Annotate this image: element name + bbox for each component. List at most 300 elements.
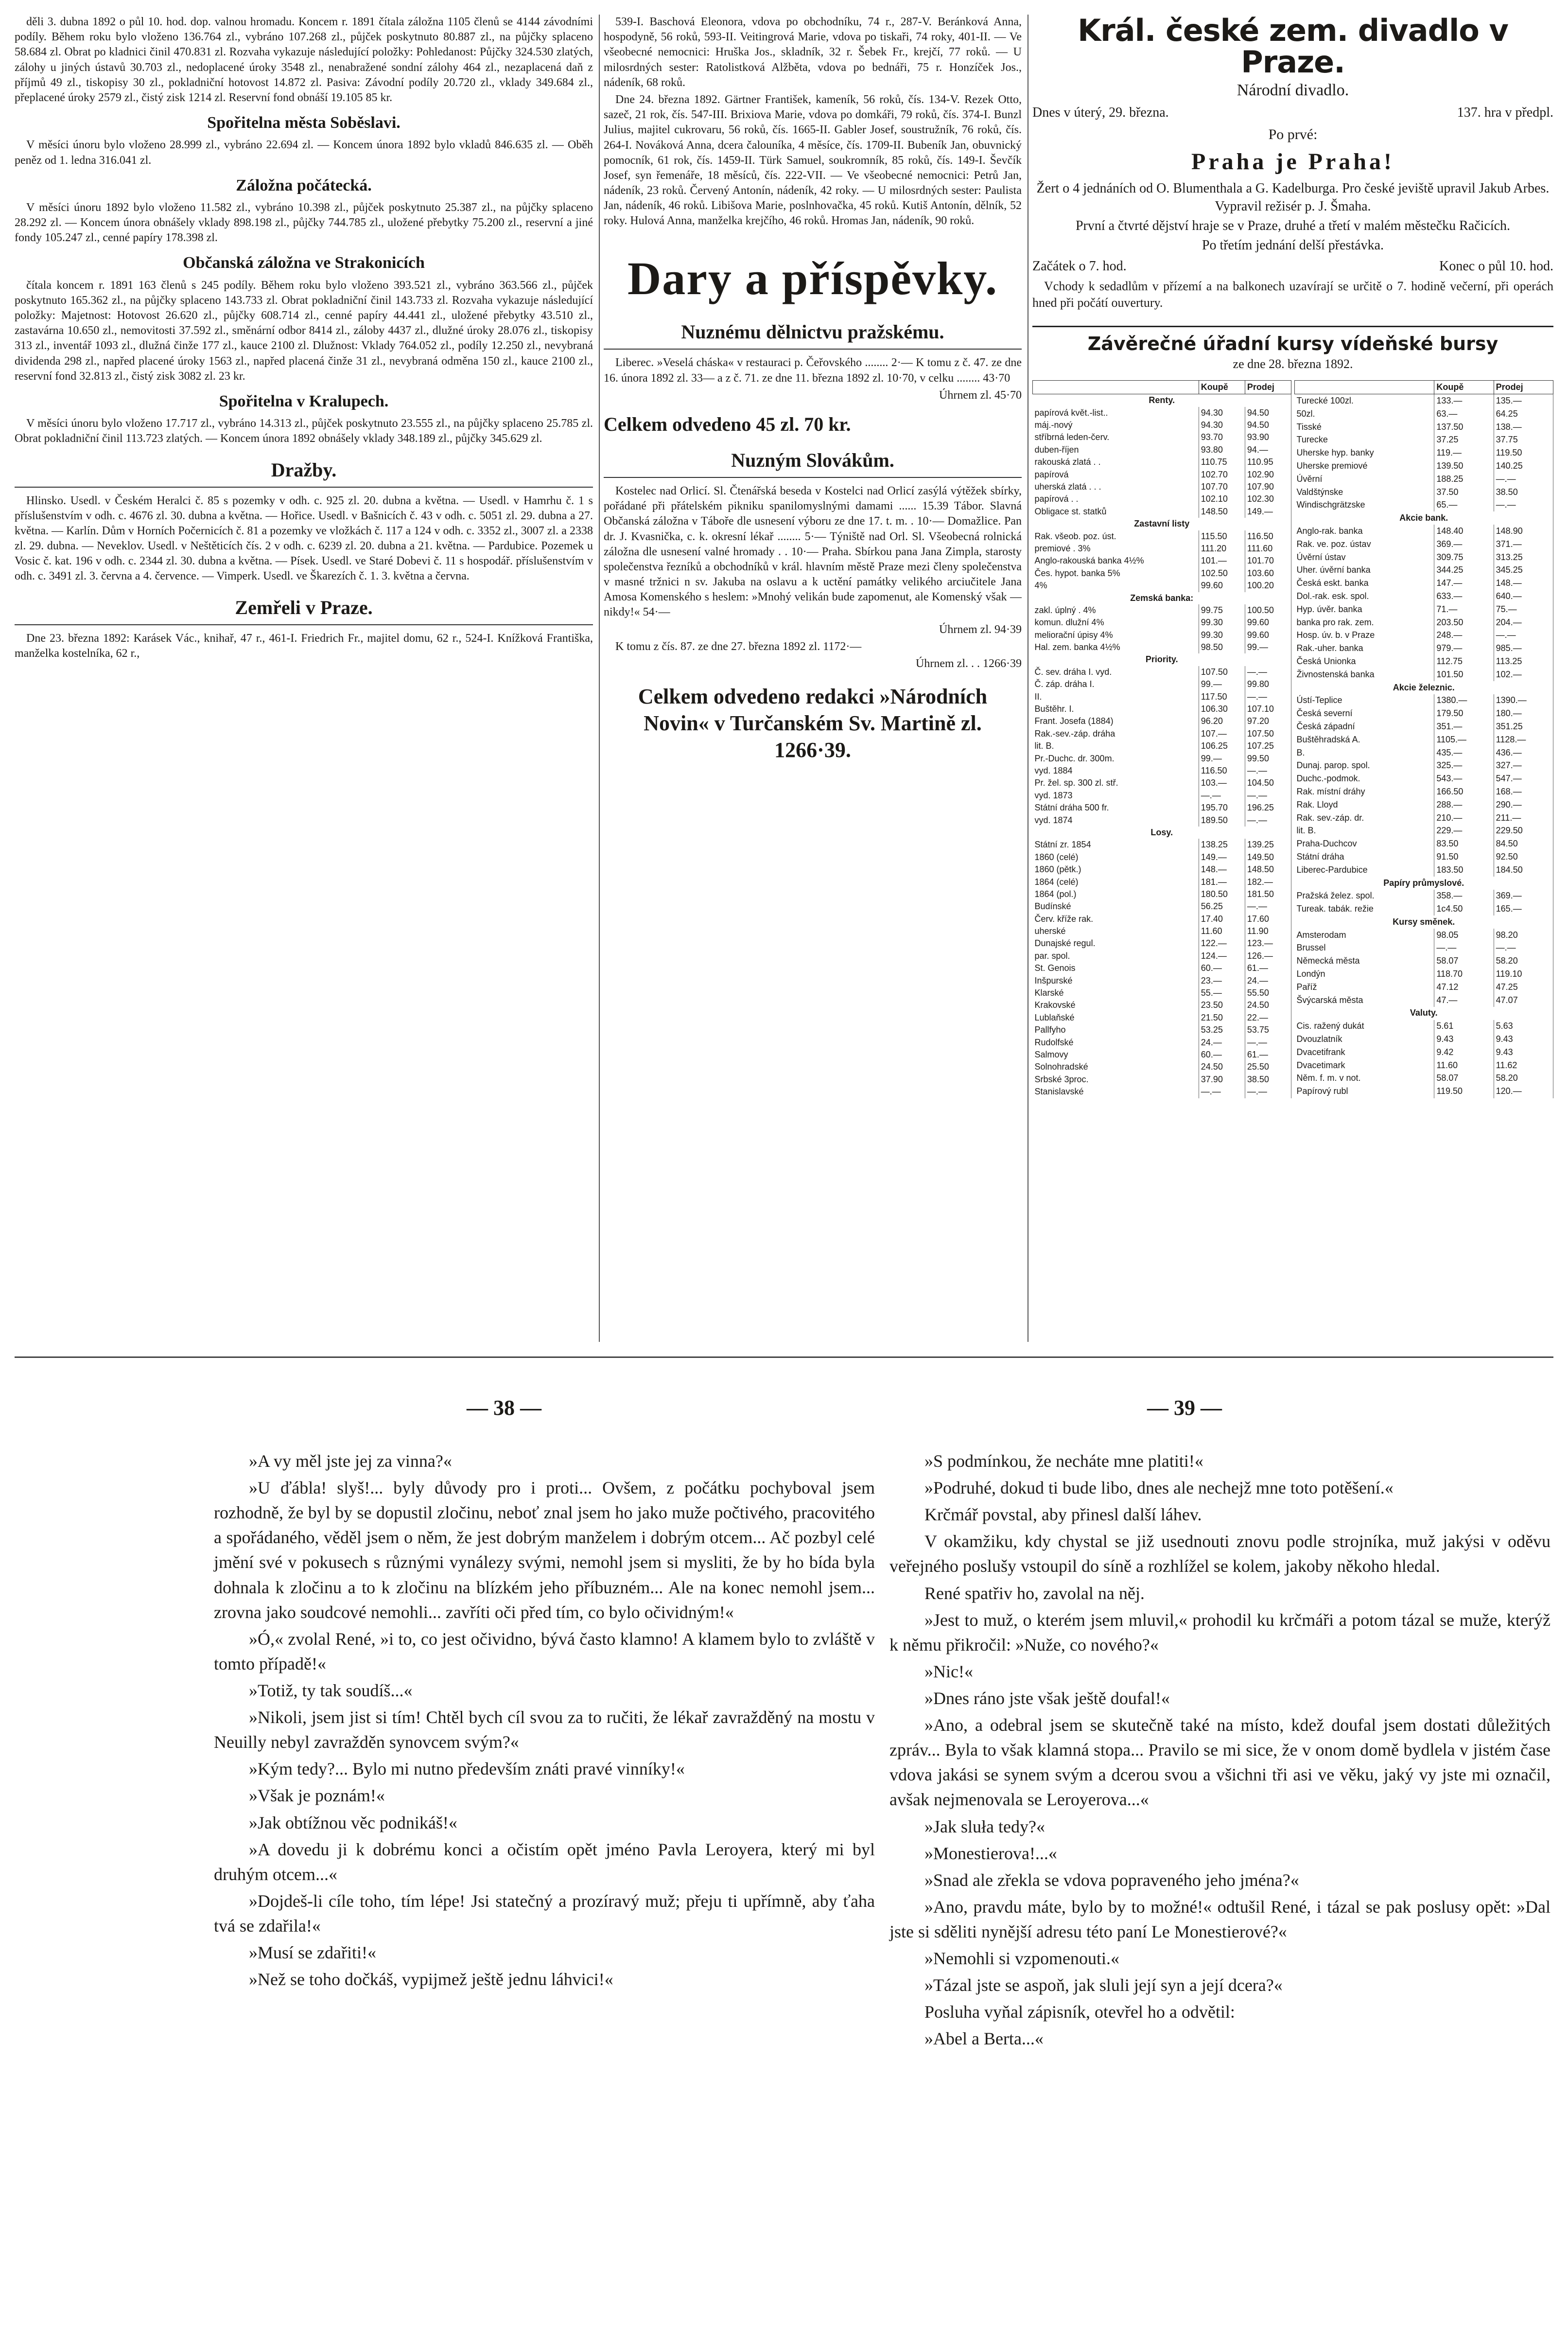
- quote-sell: 436.—: [1494, 746, 1553, 759]
- quote-buy: 179.50: [1434, 707, 1494, 720]
- quote-sell: 184.50: [1494, 863, 1553, 877]
- page-number-right: — 39 —: [1147, 1396, 1222, 1420]
- quote-sell: 25.50: [1245, 1061, 1291, 1073]
- quote-buy: 93.80: [1199, 444, 1245, 456]
- quote-row: [1033, 666, 1291, 678]
- quote-name: papírová: [1033, 469, 1199, 481]
- quote-row: [1033, 728, 1291, 740]
- section-title: Dary a příspěvky.: [627, 252, 998, 304]
- quote-buy: 148.50: [1199, 506, 1245, 518]
- quote-buy: 248.—: [1434, 629, 1494, 642]
- quote-name: Rak. ve. poz. ústav: [1295, 538, 1434, 551]
- novel-paragraph: »Totiž, ty tak soudíš...«: [249, 1680, 413, 1700]
- section-heading: Nuznému dělnictvu pražskému.: [604, 319, 1022, 350]
- quote-buy: 24.50: [1199, 1061, 1245, 1073]
- quote-name: Priority.: [1033, 653, 1291, 666]
- quote-row: [1033, 592, 1291, 604]
- quote-buy: 58.07: [1434, 1072, 1494, 1085]
- quote-row: [1033, 1037, 1291, 1049]
- quote-name: Anglo-rakouská banka 4½%: [1033, 555, 1199, 567]
- quote-sell: 98.20: [1494, 929, 1553, 942]
- start-time: Začátek o 7. hod.: [1032, 258, 1127, 274]
- quote-name: vyd. 1884: [1033, 765, 1199, 777]
- quote-sell: 61.—: [1245, 962, 1291, 974]
- quote-name: Londýn: [1295, 968, 1434, 981]
- quote-sell: —.—: [1245, 1037, 1291, 1049]
- quote-name: Pallfyho: [1033, 1024, 1199, 1036]
- quote-buy: 37.90: [1199, 1074, 1245, 1086]
- quote-name: Kursy směnek.: [1295, 915, 1553, 929]
- quote-name: Solnohradské: [1033, 1061, 1199, 1073]
- theatre-subtitle: Národní divadlo.: [1237, 81, 1349, 100]
- quote-name: Uherske hyp. banky: [1295, 447, 1434, 460]
- section-heading: Nuzným Slovákům.: [604, 448, 1022, 478]
- novel-paragraph: »Kým tedy?... Bylo mi nutno především znáti pravé vinníky!«: [249, 1759, 685, 1779]
- article-paragraph: 539-I. Baschová Eleonora, vdova po obchodníku, 74 r., 287-V. Beránková Anna, hospodyně, 56 roků, 593-II. Veitingrová Marie, vdova po tiskaři, 74 roky, 401-II. — Ve všeobecné nemocnici: Hruška Jos., skladník, 32 r. Šebek Fr., krejčí, 77 roků. — U milosrdných sester: Ratolistková Alžběta, vdova po bednáři, 75 r. Honzíček Jos., nádeník, 68 roků.: [604, 16, 1022, 89]
- quote-buy: 71.—: [1434, 603, 1494, 616]
- quote-sell: 182.—: [1245, 876, 1291, 888]
- quote-buy: 119.—: [1434, 447, 1494, 460]
- quote-name: Valdštýnske: [1295, 486, 1434, 499]
- quote-sell: 102.—: [1494, 668, 1553, 681]
- quote-sell: 84.50: [1494, 837, 1553, 850]
- quote-row: [1033, 555, 1291, 567]
- quote-row: [1033, 777, 1291, 789]
- quote-row: [1033, 419, 1291, 431]
- quote-sell: 120.—: [1494, 1085, 1553, 1098]
- quote-buy: 24.—: [1199, 1037, 1245, 1049]
- bold-summary: Celkem odvedeno redakci »Národních Novin« v Turčanském Sv. Martině zl. 1266·39.: [638, 685, 988, 762]
- quote-name: Turecké 100zl.: [1295, 394, 1434, 407]
- quote-name: stříbrná leden-červ.: [1033, 431, 1199, 443]
- sell-header: Prodej: [1245, 380, 1291, 394]
- quote-buy: 98.50: [1199, 641, 1245, 653]
- quote-sell: 149.50: [1245, 851, 1291, 863]
- quote-row: [1033, 1024, 1291, 1036]
- quote-buy: 99.75: [1199, 604, 1245, 616]
- quote-name: Č. sev. dráha I. vyd.: [1033, 666, 1199, 678]
- quote-row: [1033, 925, 1291, 937]
- quote-row: [1033, 715, 1291, 727]
- quote-buy: 110.75: [1199, 456, 1245, 468]
- quote-sell: 149.—: [1245, 506, 1291, 518]
- quote-buy: 47.12: [1434, 981, 1494, 994]
- quote-buy: 118.70: [1434, 968, 1494, 981]
- quote-sell: 47.07: [1494, 994, 1553, 1007]
- quote-buy: 58.07: [1434, 955, 1494, 968]
- quote-name: Rak. Lloyd: [1295, 798, 1434, 811]
- quote-name: St. Genois: [1033, 962, 1199, 974]
- buy-header: Koupě: [1434, 380, 1494, 394]
- quote-name: rakouská zlatá . .: [1033, 456, 1199, 468]
- quote-buy: 60.—: [1199, 962, 1245, 974]
- quote-sell: 113.25: [1494, 655, 1553, 668]
- quote-row: [1295, 642, 1553, 655]
- novel-paragraph: René spatřiv ho, zavolal na něj.: [924, 1583, 1145, 1603]
- section-heading: Dražby.: [15, 458, 593, 488]
- quote-sell: —.—: [1245, 1086, 1291, 1098]
- quote-sell: 47.25: [1494, 981, 1553, 994]
- quote-buy: 99.30: [1199, 616, 1245, 629]
- name-header: [1295, 380, 1434, 394]
- quote-sell: 99.80: [1245, 678, 1291, 690]
- article-paragraph: V měsíci únoru bylo vloženo 17.717 zl., vybráno 14.313 zl., půjček poskytnuto 23.555 zl., na půjčky splaceno 25.785 zl. Obrat pokladniční činil 113.723 zlatých. — Koncem února 1892 obnášely vklady 348.189 zl., půjčky 345.629 zl.: [15, 417, 593, 445]
- column-divider: [599, 15, 600, 1342]
- quote-name: banka pro rak. zem.: [1295, 616, 1434, 629]
- quote-row: [1033, 456, 1291, 468]
- quote-row: [1295, 655, 1553, 668]
- play-setting: První a čtvrté dějství hraje se v Praze, druhé a třetí v malém městečku Račicích.: [1075, 218, 1511, 233]
- quote-sell: 148.50: [1245, 863, 1291, 876]
- quote-row: [1295, 720, 1553, 733]
- novel-paragraph: »Jak sluła tedy?«: [924, 1816, 1045, 1836]
- quote-sell: 139.25: [1245, 839, 1291, 851]
- quote-sell: —.—: [1494, 629, 1553, 642]
- quote-sell: 116.50: [1245, 530, 1291, 543]
- quote-name: Losy.: [1033, 827, 1291, 839]
- quote-sell: 104.50: [1245, 777, 1291, 789]
- quote-buy: 351.—: [1434, 720, 1494, 733]
- quote-row: [1295, 434, 1553, 447]
- quote-name: Liberec-Pardubice: [1295, 863, 1434, 877]
- quote-buy: 543.—: [1434, 772, 1494, 785]
- quote-sell: —.—: [1494, 473, 1553, 486]
- quote-sell: 94.50: [1245, 419, 1291, 431]
- quote-buy: 96.20: [1199, 715, 1245, 727]
- quote-name: Brussel: [1295, 942, 1434, 955]
- quote-buy: 188.25: [1434, 473, 1494, 486]
- intermission-note: Po třetím jednání delší přestávka.: [1202, 238, 1384, 253]
- quote-row: [1033, 888, 1291, 900]
- quote-sell: 11.90: [1245, 925, 1291, 937]
- quote-row: [1295, 616, 1553, 629]
- quote-sell: 5.63: [1494, 1020, 1553, 1033]
- quote-sell: 123.—: [1245, 937, 1291, 950]
- quote-name: Státní dráha: [1295, 850, 1434, 863]
- quote-sell: 24.50: [1245, 999, 1291, 1011]
- donation-entry: Liberec. »Veselá cháska« v restauraci p. Čeřovského ........ 2·— K tomu z č. 47. ze dne 16. února 1892 zl. 33— a z č. 71. ze dne 11. března 1892 zl. 10·70, v celku ........ 43·70: [604, 356, 1022, 385]
- quote-sell: —.—: [1245, 691, 1291, 703]
- quote-sell: 103.60: [1245, 567, 1291, 580]
- novel-paragraph: »Ó,« zvolal René, »i to, co jest očividno, bývá často klamno! A klamem bylo to zvláště v tomto případě!«: [214, 1629, 875, 1673]
- quote-name: Renty.: [1033, 394, 1291, 407]
- quote-name: Uher. úvěrní banka: [1295, 564, 1434, 577]
- play-title: Praha je Praha!: [1191, 148, 1394, 175]
- quote-row: [1033, 1086, 1291, 1098]
- section-heading: Spořitelna v Kralupech.: [219, 392, 389, 410]
- quote-row: [1295, 681, 1553, 694]
- quote-name: Rak.-uher. banka: [1295, 642, 1434, 655]
- quote-sell: 204.—: [1494, 616, 1553, 629]
- quote-buy: 99.—: [1199, 678, 1245, 690]
- quote-sell: 102.30: [1245, 493, 1291, 505]
- novel-paragraph: »Dnes ráno jste však ještě doufal!«: [924, 1688, 1170, 1708]
- quote-name: papírová květ.-list..: [1033, 407, 1199, 419]
- quote-sell: 9.43: [1494, 1033, 1553, 1046]
- quote-row: [1295, 1046, 1553, 1059]
- quote-row: [1033, 407, 1291, 419]
- stock-exchange-date: ze dne 28. března 1892.: [1233, 357, 1353, 371]
- novel-paragraph: »Ano, pravdu máte, bylo by to možné!« odtušil René, i tázal se pak poslusy opět: »Dal jste si sděliti nynější adresu této paní Le Monestierové?«: [889, 1897, 1551, 1941]
- quote-row: [1033, 616, 1291, 629]
- quote-row: [1033, 691, 1291, 703]
- novel-paragraph: »Abel a Berta...«: [924, 2029, 1044, 2049]
- quote-sell: 148.90: [1494, 525, 1553, 538]
- quote-row: [1295, 1072, 1553, 1085]
- quote-sell: 126.—: [1245, 950, 1291, 962]
- quote-name: meliorační úpisy 4%: [1033, 629, 1199, 641]
- quote-name: Klarské: [1033, 987, 1199, 999]
- quote-row: [1295, 629, 1553, 642]
- quote-row: [1033, 653, 1291, 666]
- quote-row: [1033, 814, 1291, 827]
- quote-buy: 56.25: [1199, 900, 1245, 913]
- quotes-table-right: [1294, 380, 1553, 1098]
- quote-name: Praha-Duchcov: [1295, 837, 1434, 850]
- quote-name: Dvacetifrank: [1295, 1046, 1434, 1059]
- theatre-title: Král. české zem. divadlo v Praze.: [1078, 15, 1508, 80]
- quote-row: [1033, 506, 1291, 518]
- quote-row: [1295, 877, 1553, 890]
- quote-row: [1295, 890, 1553, 903]
- quote-row: [1033, 975, 1291, 987]
- quote-name: zakl. úplný . 4%: [1033, 604, 1199, 616]
- novel-paragraph: »A vy měl jste jej za vinna?«: [249, 1451, 452, 1471]
- quote-sell: 313.25: [1494, 551, 1553, 564]
- quote-buy: 309.75: [1434, 551, 1494, 564]
- quote-buy: 102.10: [1199, 493, 1245, 505]
- quote-sell: 165.—: [1494, 902, 1553, 915]
- quote-row: [1033, 999, 1291, 1011]
- quote-name: Švýcarská města: [1295, 994, 1434, 1007]
- quote-sell: 138.—: [1494, 421, 1553, 434]
- quote-buy: 98.05: [1434, 929, 1494, 942]
- quote-buy: 1c4.50: [1434, 902, 1494, 915]
- quote-row: [1295, 968, 1553, 981]
- quote-name: Dvacetimark: [1295, 1059, 1434, 1072]
- quote-sell: 99.50: [1245, 753, 1291, 765]
- quote-row: [1295, 447, 1553, 460]
- donation-entry: K tomu z čís. 87. ze dne 27. března 1892 zl. 1172·—: [615, 640, 862, 653]
- quote-name: Pr. žel. sp. 300 zl. stř.: [1033, 777, 1199, 789]
- quotes-tables: [1032, 374, 1553, 1098]
- novel-paragraph: »U ďábla! slyš!... byly důvody pro i proti... Ovšem, z počátku pochyboval jsem rozhodně, že byl by se dopustil zločinu, neboť znal jsem ho jako muže počtivého, pracovitého a spořádaného, věděl jsem o něm, že jest dobrým manželem i dobrým otcem... Ač pozbyl celé jmění své v pokusech s různými vynálezy svými, nemohl jsem si mysliti, že by ho bída byla dohnala k zločinu a to k zločinu na blízkém jeho příbuzném... Ale na konec nemohl jsem... zrovna jako soudcové nemohli... zavříti oči před tím, co bylo očividným!«: [214, 1478, 875, 1622]
- quote-buy: 17.40: [1199, 913, 1245, 925]
- section-heading: Občanská záložna ve Strakonicích: [183, 254, 425, 272]
- quote-name: Anglo-rak. banka: [1295, 525, 1434, 538]
- quote-name: premiové . 3%: [1033, 543, 1199, 555]
- quote-row: [1295, 902, 1553, 915]
- quote-sell: 140.25: [1494, 459, 1553, 473]
- quote-sell: 94.50: [1245, 407, 1291, 419]
- quote-name: 1864 (celé): [1033, 876, 1199, 888]
- quote-buy: 53.25: [1199, 1024, 1245, 1036]
- quote-name: Červ. kříže rak.: [1033, 913, 1199, 925]
- quote-row: [1295, 564, 1553, 577]
- quote-name: II.: [1033, 691, 1199, 703]
- quote-sell: —.—: [1245, 814, 1291, 827]
- quote-name: Windischgrätzske: [1295, 499, 1434, 512]
- quote-sell: 97.20: [1245, 715, 1291, 727]
- novel-paragraph: Posluha vyňal zápisník, otevřel ho a odvětil:: [924, 2002, 1235, 2022]
- quote-name: máj.-nový: [1033, 419, 1199, 431]
- quote-sell: 985.—: [1494, 642, 1553, 655]
- novel-paragraph: »Musí se zdařiti!«: [249, 1943, 376, 1963]
- quote-row: [1033, 1061, 1291, 1073]
- sell-header: Prodej: [1494, 380, 1553, 394]
- quote-row: [1033, 444, 1291, 456]
- quote-name: Papírový rubl: [1295, 1085, 1434, 1098]
- quote-row: [1033, 876, 1291, 888]
- novel-paragraph: Krčmář povstal, aby přinesl další láhev.: [924, 1505, 1202, 1525]
- quote-name: Paříž: [1295, 981, 1434, 994]
- quote-sell: 211.—: [1494, 811, 1553, 825]
- quote-name: uherská zlatá . . .: [1033, 481, 1199, 493]
- quote-sell: 107.10: [1245, 703, 1291, 715]
- quote-row: [1033, 827, 1291, 839]
- quote-name: Česká západní: [1295, 720, 1434, 733]
- quote-row: [1033, 543, 1291, 555]
- novel-paragraph: »A dovedu ji k dobrému konci a očistím opět jméno Pavla Leroyera, který mi byl druhým otcem...«: [214, 1839, 875, 1884]
- quote-name: Tureak. tabák. režie: [1295, 902, 1434, 915]
- quote-sell: 11.62: [1494, 1059, 1553, 1072]
- quote-sell: 37.75: [1494, 434, 1553, 447]
- quote-buy: 94.30: [1199, 407, 1245, 419]
- quote-sell: 58.20: [1494, 1072, 1553, 1085]
- buy-header: Koupě: [1199, 380, 1245, 394]
- quote-buy: 91.50: [1434, 850, 1494, 863]
- novel-page-left: [214, 1449, 875, 1994]
- quote-sell: 38.50: [1245, 1074, 1291, 1086]
- quote-row: [1033, 937, 1291, 950]
- quote-sell: 547.—: [1494, 772, 1553, 785]
- quote-name: duben-říjen: [1033, 444, 1199, 456]
- quote-buy: 37.25: [1434, 434, 1494, 447]
- quote-row: [1033, 950, 1291, 962]
- quote-name: Duchc.-podmok.: [1295, 772, 1434, 785]
- quote-row: [1033, 580, 1291, 592]
- quote-buy: 107.50: [1199, 666, 1245, 678]
- quote-sell: —.—: [1494, 499, 1553, 512]
- quote-buy: 133.—: [1434, 394, 1494, 407]
- novel-paragraph: »Nikoli, jsem jist si tím! Chtěl bych cíl svou za to ručiti, že lékař zavražděný na mostu v Neuilly nebyl zavražděn synovcem svým?«: [214, 1707, 875, 1752]
- quote-buy: 435.—: [1434, 746, 1494, 759]
- quote-buy: 633.—: [1434, 590, 1494, 603]
- quotes-table-left: [1032, 380, 1291, 1098]
- quote-sell: 9.43: [1494, 1046, 1553, 1059]
- quote-name: vyd. 1873: [1033, 790, 1199, 802]
- quote-name: Č. záp. dráha I.: [1033, 678, 1199, 690]
- quote-sell: —.—: [1245, 666, 1291, 678]
- quote-row: [1295, 929, 1553, 942]
- quote-name: Něm. f. m. v not.: [1295, 1072, 1434, 1085]
- quote-buy: 288.—: [1434, 798, 1494, 811]
- quote-buy: 137.50: [1434, 421, 1494, 434]
- quote-row: [1033, 913, 1291, 925]
- quote-name: Hosp. úv. b. v Praze: [1295, 629, 1434, 642]
- quote-buy: 37.50: [1434, 486, 1494, 499]
- quote-row: [1033, 518, 1291, 530]
- quote-name: Dunaj. parop. spol.: [1295, 759, 1434, 773]
- quote-buy: 147.—: [1434, 577, 1494, 590]
- quote-name: Německá města: [1295, 955, 1434, 968]
- quote-row: [1295, 811, 1553, 825]
- quote-name: 1860 (pětk.): [1033, 863, 1199, 876]
- quote-row: [1033, 604, 1291, 616]
- quote-buy: 11.60: [1199, 925, 1245, 937]
- quote-row: [1033, 987, 1291, 999]
- novel-page-right: [889, 1449, 1551, 2054]
- quote-row: [1033, 493, 1291, 505]
- quote-buy: 358.—: [1434, 890, 1494, 903]
- quote-sell: 94.—: [1245, 444, 1291, 456]
- quote-name: 50zl.: [1295, 407, 1434, 421]
- quote-row: [1295, 459, 1553, 473]
- quote-sell: 327.—: [1494, 759, 1553, 773]
- quote-sell: 640.—: [1494, 590, 1553, 603]
- stock-exchange-title: Závěrečné úřadní kursy vídeňské bursy: [1032, 326, 1553, 356]
- quote-name: Státní dráha 500 fr.: [1033, 802, 1199, 814]
- quote-sell: —.—: [1245, 765, 1291, 777]
- quote-buy: 103.—: [1199, 777, 1245, 789]
- quote-row: [1033, 641, 1291, 653]
- quote-buy: 9.43: [1434, 1033, 1494, 1046]
- quote-name: Dol.-rak. esk. spol.: [1295, 590, 1434, 603]
- quote-buy: 99.60: [1199, 580, 1245, 592]
- quote-row: [1033, 703, 1291, 715]
- novel-paragraph: »Ano, a odebral jsem se skutečně také na místo, kdež doufal jsem dostati důležitých zpráv... Byla to však klamná stopa... Pravilo se mi sice, že v onom domě bydlela v jistém čase vdova jakási se synem svým a dcerou svou a všichni tři asi ve věku, jaký vy jste mi označil, avšak nejmenovala se Leroyerova...«: [889, 1715, 1551, 1810]
- quote-row: [1033, 481, 1291, 493]
- quote-name: Živnostenská banka: [1295, 668, 1434, 681]
- quote-sell: 102.90: [1245, 469, 1291, 481]
- quote-sell: —.—: [1245, 790, 1291, 802]
- quote-buy: 102.70: [1199, 469, 1245, 481]
- quote-sell: 196.25: [1245, 802, 1291, 814]
- quote-buy: 21.50: [1199, 1012, 1245, 1024]
- novel-paragraph: »Nemohli si vzpomenouti.«: [924, 1949, 1119, 1969]
- quote-row: [1033, 863, 1291, 876]
- quote-buy: 139.50: [1434, 459, 1494, 473]
- quote-buy: 23.50: [1199, 999, 1245, 1011]
- novel-paragraph: »Však je poznám!«: [249, 1786, 385, 1806]
- quote-buy: 1380.—: [1434, 694, 1494, 707]
- quote-sell: 99.—: [1245, 641, 1291, 653]
- donation-entry: Kostelec nad Orlicí. Sl. Čtenářská beseda v Kostelci nad Orlicí zasýlá výtěžek sbírky, pořádané při přátelském pikniku spanilomyslnými damami ...... 15.39 Tábor. Slavná Občanská záložna v Táboře dle usnesení výboru ze dne 17. t. m. . 10·— Domažlice. Pan dr. J. Kvasnička, c. k. okresní lékař ........ 5·— Týniště nad Orl. Sl. Všeobecná rolnická záložna dle usnesení valné hromady . . 10·— Praha. Sbírkou pana Jana Zimpla, starosty společenstva řezníků a obchodníků v král. hlavním městě Praze mezi členy společenstva v masné tržnici n sv. Jakuba na oslavu a k uctění památky velikého arciučitele Jana Amosa Komenského s heslem: »Mnohý velikán bude zapomenut, ale Komenský však — nikdy!« 54·—: [604, 484, 1022, 619]
- quote-row: [1033, 790, 1291, 802]
- quote-buy: 181.—: [1199, 876, 1245, 888]
- quote-name: Čes. hypot. banka 5%: [1033, 567, 1199, 580]
- quote-row: [1295, 538, 1553, 551]
- quote-name: papírová . .: [1033, 493, 1199, 505]
- quote-row: [1295, 994, 1553, 1007]
- novel-paragraph: V okamžiku, kdy chystal se již usednouti znovu podle strojníka, muž jakýsi v oděvu veřejného poslušy vstoupil do síně a rozhlížel se kolem, jakoby někoho hledal.: [889, 1531, 1551, 1576]
- quote-row: [1295, 486, 1553, 499]
- total-line: Úhrnem zl. 94·39: [939, 623, 1022, 636]
- quote-buy: 180.50: [1199, 888, 1245, 900]
- quote-name: Krakovské: [1033, 999, 1199, 1011]
- quote-buy: 979.—: [1434, 642, 1494, 655]
- section-heading: Zemřeli v Praze.: [15, 595, 593, 625]
- quote-sell: 181.50: [1245, 888, 1291, 900]
- quote-buy: 93.70: [1199, 431, 1245, 443]
- quote-buy: 111.20: [1199, 543, 1245, 555]
- quote-name: Ústí-Teplice: [1295, 694, 1434, 707]
- quote-row: [1295, 759, 1553, 773]
- quote-name: Salmovy: [1033, 1049, 1199, 1061]
- quote-buy: 166.50: [1434, 785, 1494, 798]
- quote-sell: 168.—: [1494, 785, 1553, 798]
- quote-buy: 94.30: [1199, 419, 1245, 431]
